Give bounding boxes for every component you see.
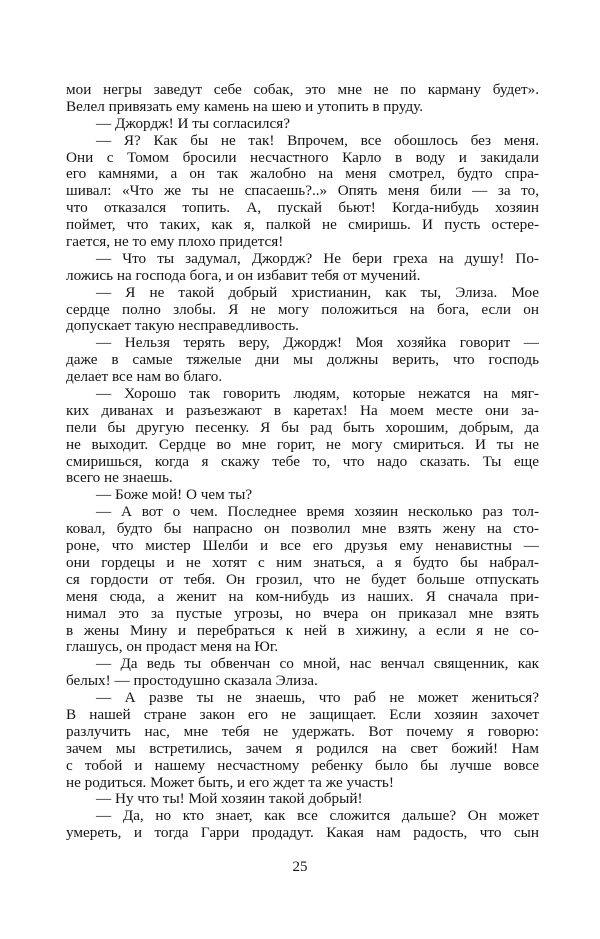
text-line: сердце полно злобы. Я не могу положиться на бога, если он — [66, 300, 539, 318]
text-line: — Ну что ты! Мой хозяин такой добрый! — [96, 790, 363, 808]
text-line: Велел привязать ему камень на шею и утопить в пруду. — [66, 97, 424, 115]
text-line: смиришься, когда я скажу тебе то, что надо сказать. Ты еще — [66, 452, 539, 470]
text-line: ких диванах и разъезжают в каретах! На моем месте они за- — [66, 401, 539, 419]
text-line: не выходит. Сердце во мне горит, не могу смириться. И ты не — [66, 435, 539, 453]
text-line: его камнями, а он так жалобно на меня смотрел, будто спра- — [66, 165, 539, 183]
text-line: ся гордости от тебя. Он грозил, что не будет больше отпускать — [66, 570, 539, 588]
text-line: даже в самые тяжелые дни мы должны верить, что господь — [66, 351, 539, 369]
text-line: допускает такую несправедливость. — [66, 317, 299, 335]
text-line: ковал, будто бы напрасно он позволил мне взять жену на сто- — [66, 520, 539, 538]
text-line: — Джордж! И ты согласился? — [96, 114, 290, 132]
text-line: белых! — простодушно сказала Элиза. — [66, 672, 318, 690]
text-line: в жены Мину и перебраться к ней в хижину, а если я не со- — [66, 621, 539, 639]
text-line: они гордецы и не хотят с ним знаться, а я будто бы набрал- — [66, 553, 539, 571]
text-line: умереть, и тогда Гарри продадут. Какая нам радость, что сын — [66, 824, 539, 842]
text-line: меня сюда, а женит на ком-нибудь из наших. Я сначала при- — [66, 587, 539, 605]
text-line: разлучить нас, мне тебя не удержать. Вот почему я говорю: — [66, 722, 539, 740]
text-line: роне, что мистер Шелби и все его друзья ему ненавистны — — [66, 537, 539, 555]
text-line: шивал: «Что же ты не спасаешь?..» Опять меня били — за то, — [66, 182, 539, 200]
text-line: — Да, но кто знает, как все сложится дальше? Он может — [96, 807, 539, 825]
text-line: с тобой и нашему несчастному ребенку было бы лучше вовсе — [66, 756, 539, 774]
text-line: нимал это за пустые угрозы, но вчера он приказал мне взять — [66, 604, 539, 622]
text-line: глашусь, он продаст меня на Юг. — [66, 638, 279, 656]
text-line: ложись на господа бога, и он избавит тебя от мучений. — [66, 266, 421, 284]
text-line: делает все нам во благо. — [66, 368, 223, 386]
text-line: — Да ведь ты обвенчан со мной, нас венчал священник, как — [96, 655, 539, 673]
text-line: гается, не то ему плохо придется! — [66, 233, 284, 251]
text-line: поймет, что таких, как я, палкой не смиришь. И пусть остере- — [66, 216, 539, 234]
text-line: зачем мы встретились, зачем я родился на свет божий! Нам — [66, 739, 539, 757]
text-line: пели бы другую песенку. Я бы рад быть хорошим, добрым, да — [66, 418, 539, 436]
text-line: мои негры заведут себе собак, это мне не по карману будет». — [66, 81, 539, 98]
body-text — [66, 82, 539, 842]
text-line: — А вот о чем. Последнее время хозяин несколько раз тол- — [96, 503, 539, 521]
text-line: что отказался топить. А, пускай бьют! Когда-нибудь хозяин — [66, 199, 539, 217]
text-line: не родиться. Может быть, и его ждет та же участь! — [66, 773, 394, 791]
text-line: — А разве ты не знаешь, что раб не может жениться? — [96, 689, 539, 707]
text-line: всего не знаешь. — [66, 469, 173, 487]
text-line: — Боже мой! О чем ты? — [96, 486, 253, 504]
text-line: — Хорошо так говорить людям, которые нежатся на мяг- — [96, 385, 539, 403]
text-line: — Нельзя терять веру, Джордж! Моя хозяйка говорит — — [96, 334, 539, 352]
text-line: В нашей стране закон его не защищает. Если хозяин захочет — [66, 705, 539, 723]
page-number: 25 — [292, 859, 308, 875]
text-line: — Что ты задумал, Джордж? Не бери греха на душу! По- — [96, 249, 539, 267]
text-line: — Я не такой добрый христианин, как ты, Элиза. Мое — [96, 283, 539, 301]
text-line: Они с Томом бросили несчастного Карло в воду и закидали — [66, 148, 539, 166]
text-line: — Я? Как бы не так! Впрочем, все обошлось без меня. — [96, 131, 539, 149]
